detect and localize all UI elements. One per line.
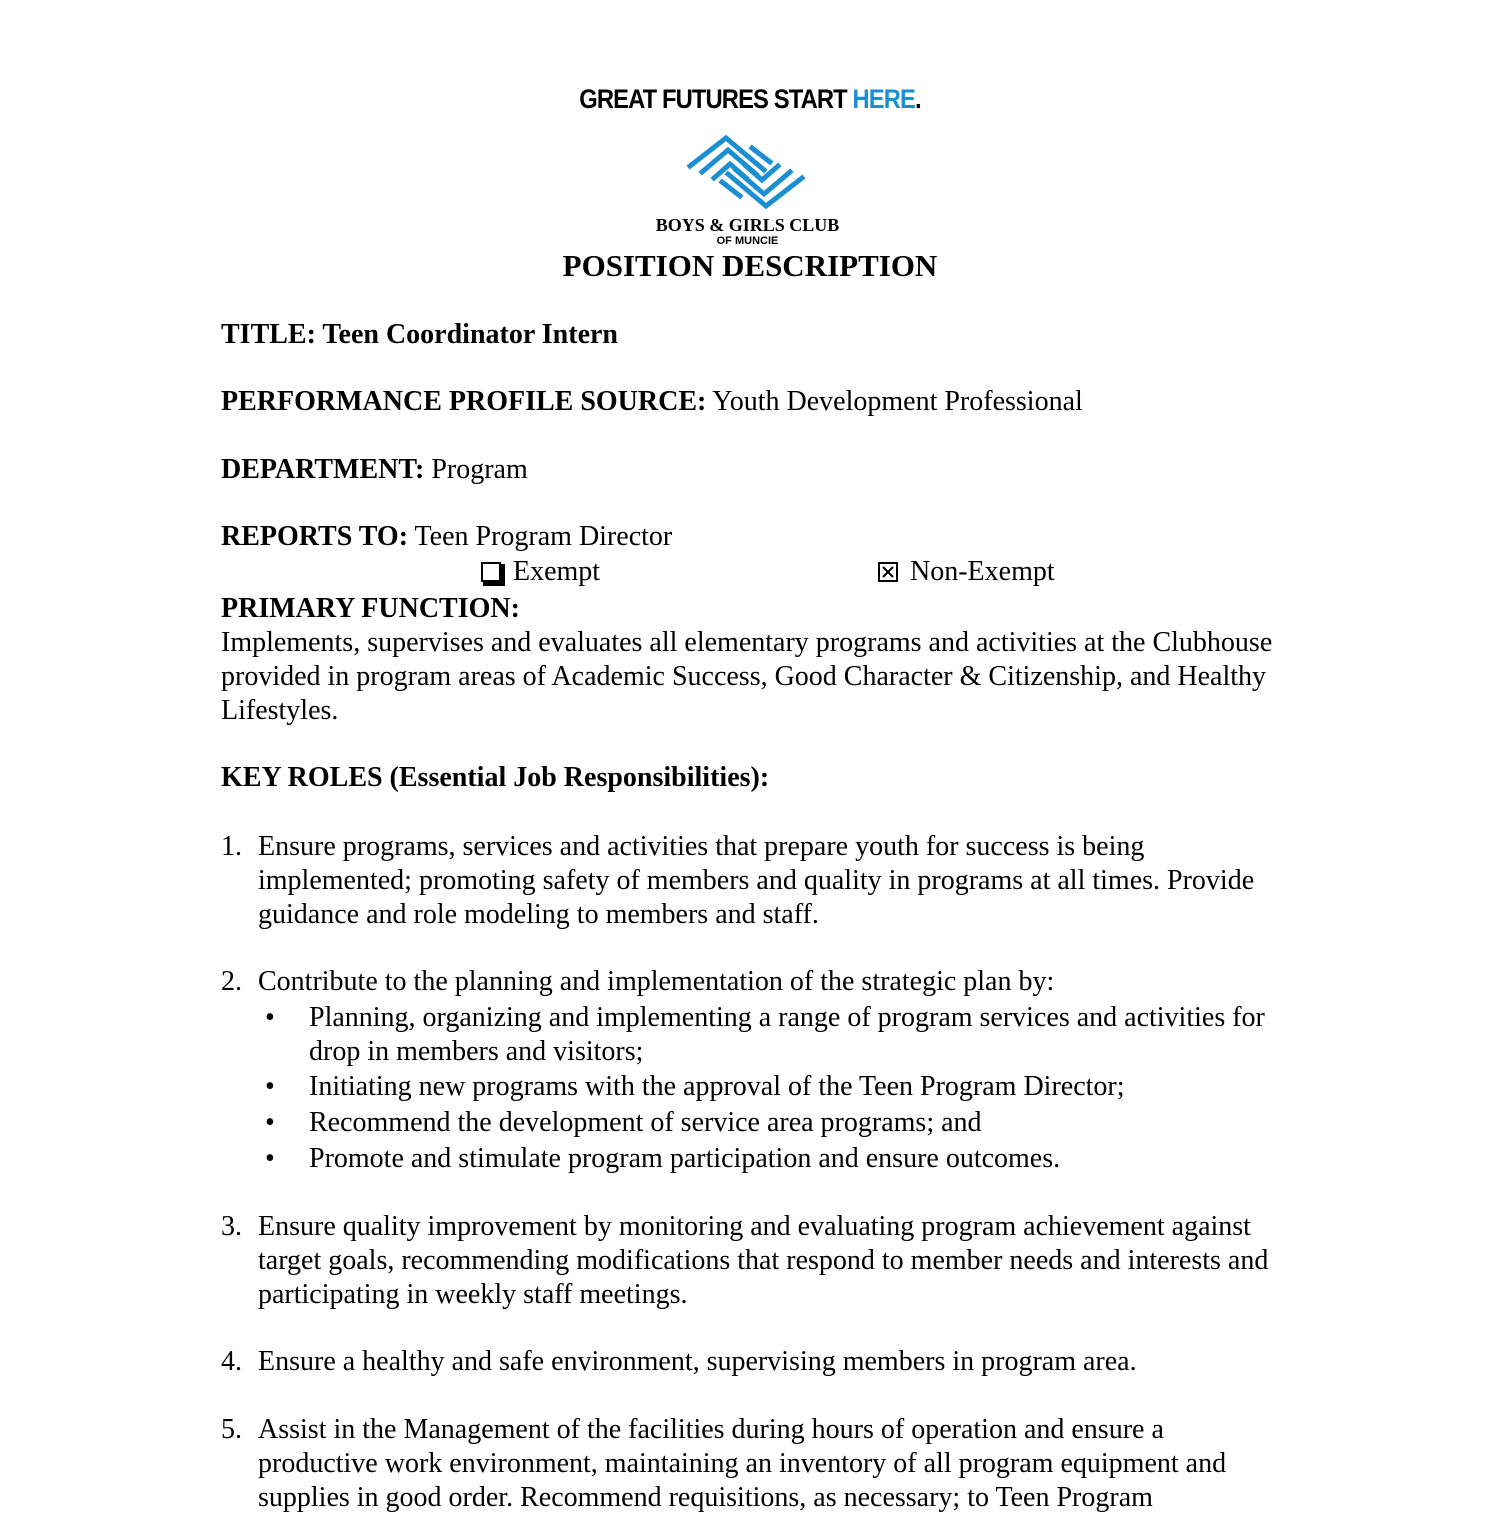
reports-to-label: REPORTS TO: xyxy=(221,521,409,552)
list-item-text: Ensure quality improvement by monitoring and evaluating program achievement against target goals, recommending modifications that respond to member needs and interests and participating in weekly staff meetings. xyxy=(258,1211,1269,1310)
exempt-checkbox xyxy=(481,562,501,582)
primary-function-text: Implements, supervises and evaluates all elementary programs and activities at the Clubhouse provided in program areas of Academic Success, Good Character & Citizenship, and Healthy Lifestyles. xyxy=(221,627,1273,726)
reports-to-value: Teen Program Director xyxy=(408,521,673,552)
nonexempt-checkbox xyxy=(878,562,898,582)
list-item-number: 5. xyxy=(221,1414,242,1445)
tagline-end: . xyxy=(915,84,921,114)
club-subtitle: OF MUNCIE xyxy=(716,235,779,247)
exempt-option xyxy=(481,555,600,589)
profile-source-value: Youth Development Professional xyxy=(706,386,1083,417)
page-title: POSITION DESCRIPTION xyxy=(562,248,938,283)
tagline xyxy=(90,84,1410,115)
bullet-icon: • xyxy=(265,1071,275,1102)
reports-to-line xyxy=(221,520,672,554)
list-item-text: Ensure a healthy and safe environment, supervising members in program area. xyxy=(258,1346,1137,1377)
list-item-text: Ensure programs, services and activities that prepare youth for success is being implemented; promoting safety of members and quality in programs at all times. Provide guidance and role modeling to members and staff. xyxy=(258,831,1255,930)
bullet-icon: • xyxy=(265,1002,275,1033)
profile-source-label: PERFORMANCE PROFILE SOURCE: xyxy=(221,386,707,417)
list-item-number: 1. xyxy=(221,831,242,862)
department-label: DEPARTMENT: xyxy=(221,454,425,485)
tagline-main: GREAT FUTURES START xyxy=(579,84,853,114)
bullet-text: Initiating new programs with the approval of the Teen Program Director; xyxy=(309,1071,1125,1102)
position-title: TITLE: Teen Coordinator Intern xyxy=(221,319,618,350)
nonexempt-option xyxy=(878,555,1055,589)
list-item-text: Assist in the Management of the facilities during hours of operation and ensure a productive work environment, maintaining an inventory of all program equipment and supplies in good order. Recommend requisitions, as necessary; to Teen Program xyxy=(258,1414,1227,1513)
club-name: BOYS & GIRLS CLUB xyxy=(655,215,840,235)
department-value: Program xyxy=(424,454,528,485)
nonexempt-label: Non-Exempt xyxy=(910,556,1055,587)
department-line xyxy=(221,453,528,487)
profile-source-line xyxy=(221,385,1083,419)
list-item-number: 3. xyxy=(221,1211,242,1242)
exempt-label: Exempt xyxy=(513,556,601,587)
bullet-icon: • xyxy=(265,1107,275,1138)
list-item-number: 2. xyxy=(221,966,242,997)
bullet-text: Promote and stimulate program participation and ensure outcomes. xyxy=(309,1143,1061,1174)
tagline-accent: HERE xyxy=(852,84,915,114)
primary-function-label: PRIMARY FUNCTION: xyxy=(221,593,520,624)
club-logo-icon xyxy=(682,134,810,210)
bullet-text: Recommend the development of service area programs; and xyxy=(309,1107,982,1138)
list-item-number: 4. xyxy=(221,1346,242,1377)
key-roles-label: KEY ROLES (Essential Job Responsibilities): xyxy=(221,762,770,793)
bullet-text: Planning, organizing and implementing a range of program services and activities for drop in members and visitors; xyxy=(309,1002,1265,1067)
list-item-text: Contribute to the planning and implementation of the strategic plan by: xyxy=(258,966,1055,997)
bullet-icon: • xyxy=(265,1143,275,1174)
